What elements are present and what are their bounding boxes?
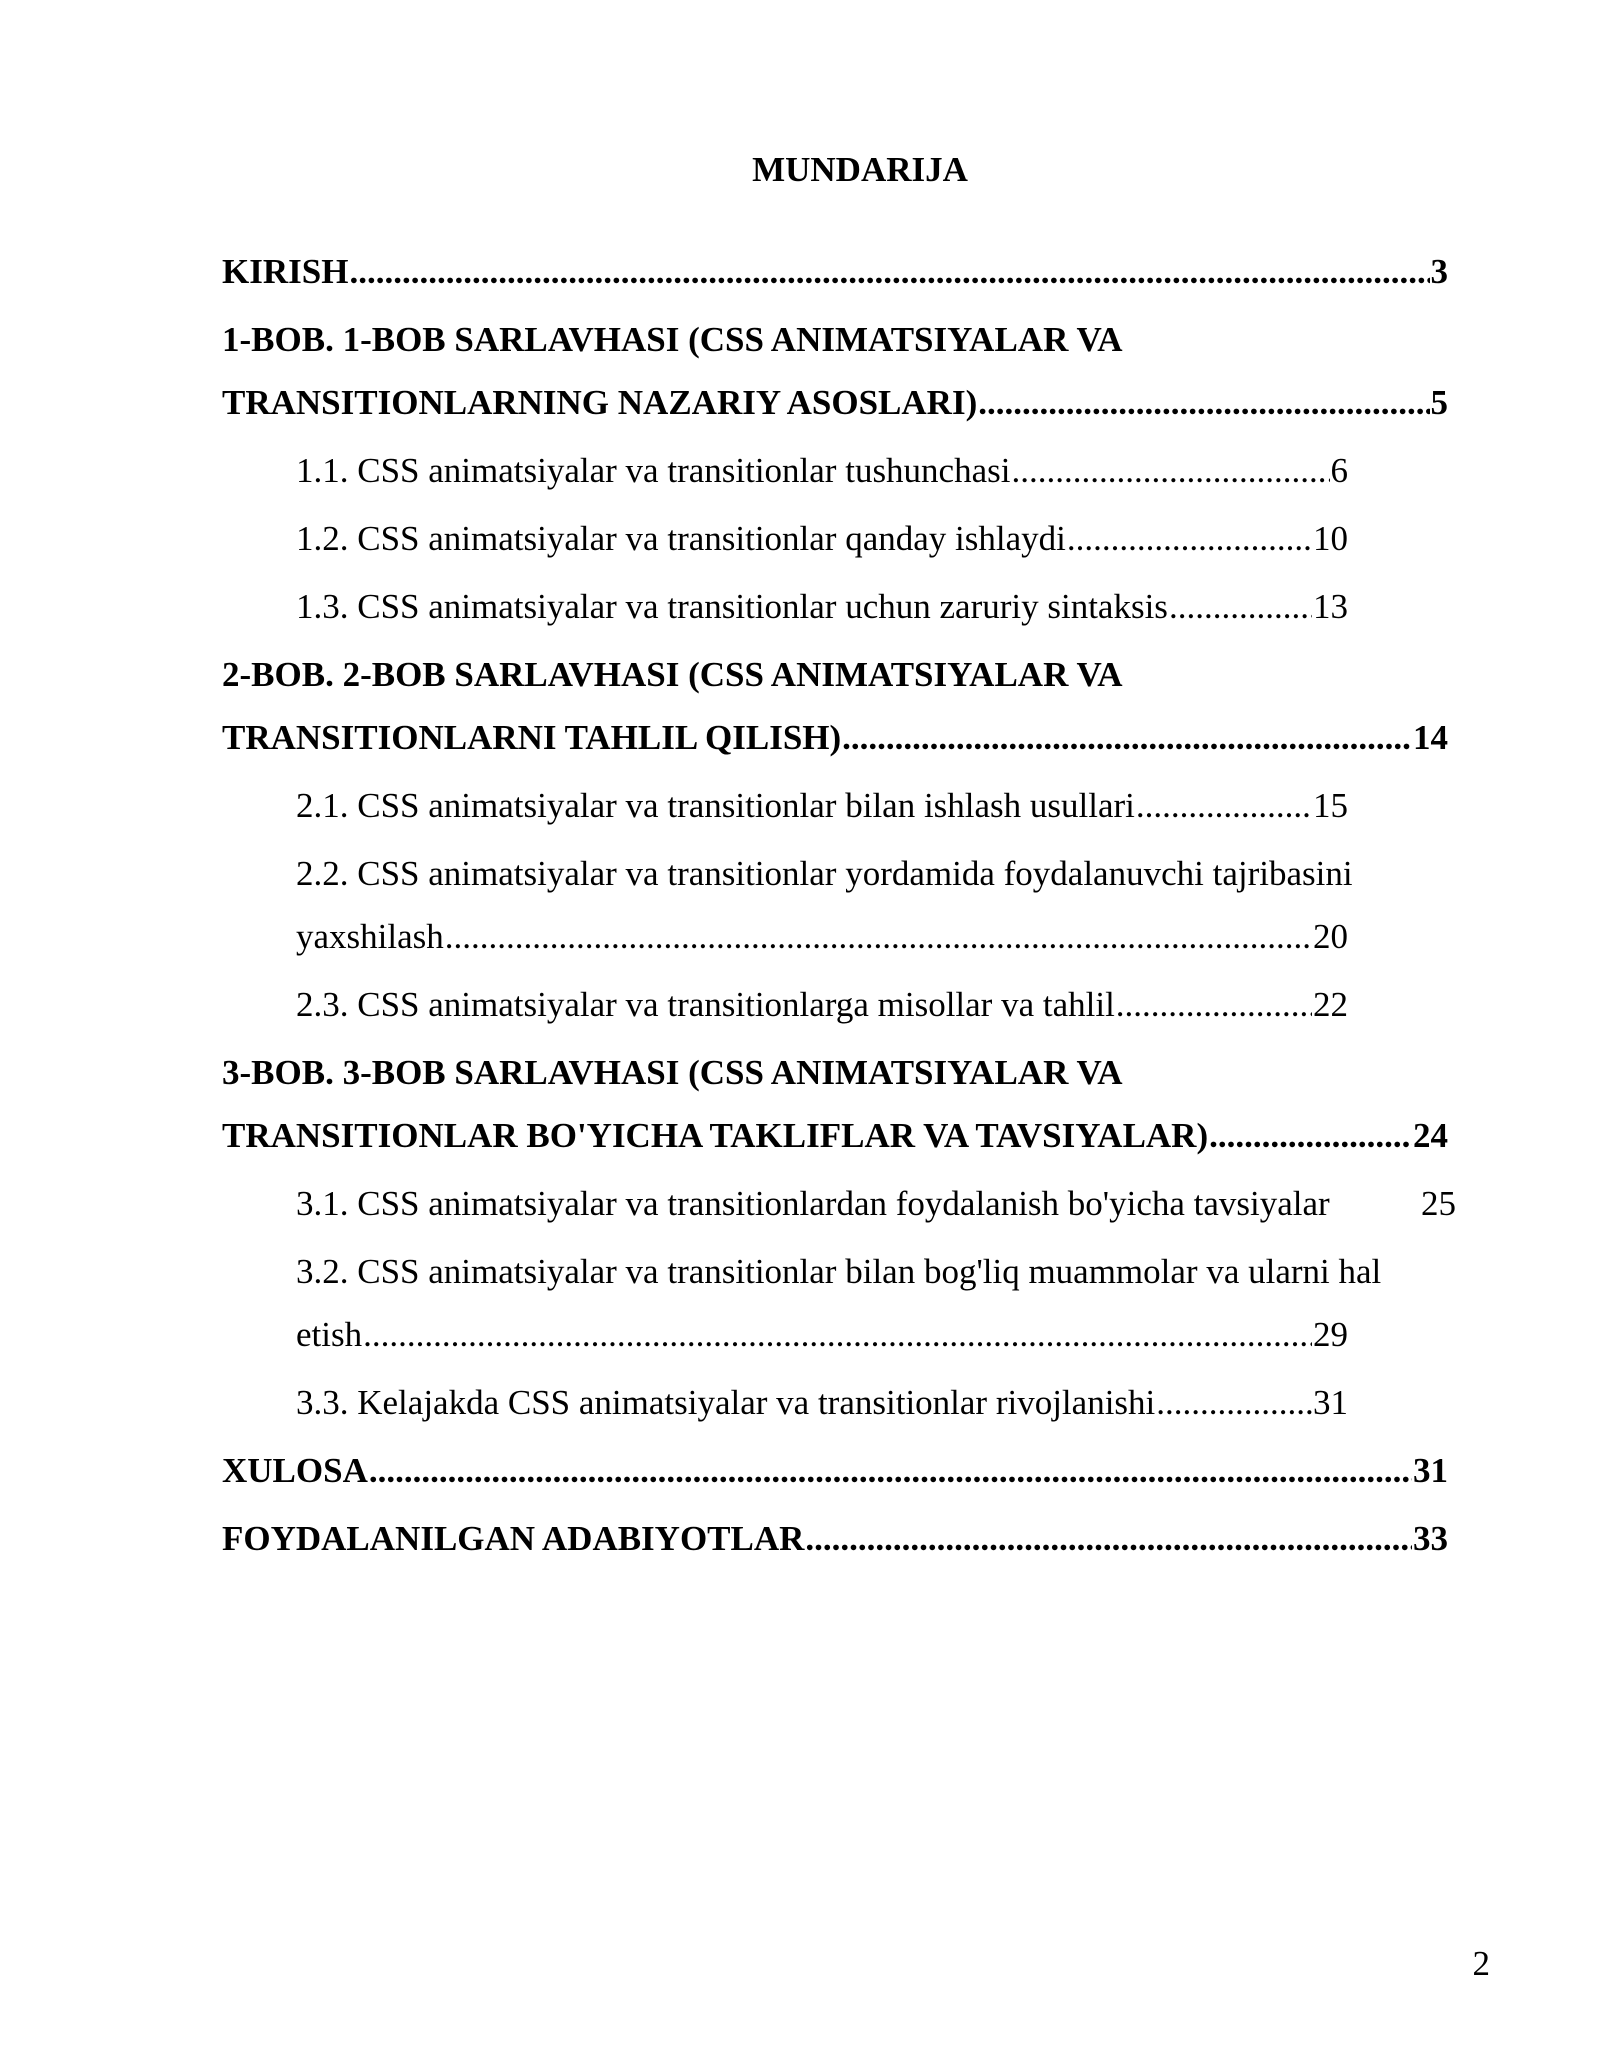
toc-entry-section-3-3[interactable]: [222, 1371, 1348, 1434]
toc-entry-section-3-1[interactable]: [222, 1172, 1456, 1235]
toc-page-number: 10: [1313, 519, 1348, 558]
toc-entry-section-3-2[interactable]: [222, 1240, 1382, 1366]
toc-entry-text: TRANSITIONLARNING NAZARIY ASOSLARI): [222, 383, 978, 422]
toc-page-number: 20: [1313, 917, 1348, 956]
dot-leader: [1169, 575, 1312, 638]
dot-leader: [363, 1303, 1312, 1366]
toc-entry-section-2-3[interactable]: [222, 973, 1348, 1036]
toc-page-number: 24: [1413, 1116, 1448, 1155]
page-number: 2: [1472, 1944, 1490, 1983]
toc-entry-section-2-1[interactable]: [222, 774, 1348, 837]
dot-leader: [1011, 439, 1329, 502]
toc-page-number: 14: [1413, 718, 1448, 757]
toc-entry-text: TRANSITIONLAR BO'YICHA TAKLIFLAR VA TAVSIYALAR): [222, 1116, 1209, 1155]
toc-entry-text-line1: 3-BOB. 3-BOB SARLAVHASI (CSS ANIMATSIYALAR VA: [222, 1053, 1123, 1092]
dot-leader: [445, 905, 1312, 968]
dot-leader: [1116, 973, 1312, 1036]
toc-entry-text: 1.1. CSS animatsiyalar va transitionlar tushunchasi: [296, 451, 1011, 490]
toc-entry-text-line1: 3.2. CSS animatsiyalar va transitionlar bilan bog'liq muammolar va ularni hal: [296, 1252, 1382, 1291]
toc-page-number: 15: [1313, 786, 1348, 825]
toc-entry-text: yaxshilash: [296, 917, 444, 956]
toc-entry-section-1-3[interactable]: [222, 575, 1348, 638]
dot-leader: [978, 371, 1429, 434]
dot-leader: [1136, 774, 1312, 837]
dot-leader: [1067, 507, 1312, 570]
toc-entry-text: TRANSITIONLARNI TAHLIL QILISH): [222, 718, 842, 757]
toc-entry-chapter-2[interactable]: [222, 643, 1448, 769]
table-of-contents: [222, 240, 1456, 1575]
toc-entry-text: 3.1. CSS animatsiyalar va transitionlardan foydalanish bo'yicha tavsiyalar: [296, 1184, 1330, 1223]
dot-leader: [805, 1507, 1412, 1570]
toc-entry-text: 1.2. CSS animatsiyalar va transitionlar qanday ishlaydi: [296, 519, 1066, 558]
toc-entry-text-line1: 2.2. CSS animatsiyalar va transitionlar yordamida foydalanuvchi tajribasini: [296, 854, 1353, 893]
toc-entry-text: KIRISH: [222, 252, 349, 291]
dot-leader: [369, 1439, 1412, 1502]
document-title: MUNDARIJA: [752, 150, 968, 189]
toc-page-number: 33: [1413, 1519, 1448, 1558]
toc-entry-text-line1: 2-BOB. 2-BOB SARLAVHASI (CSS ANIMATSIYALAR VA: [222, 655, 1123, 694]
dot-leader: [842, 706, 1412, 769]
toc-page-number: 6: [1330, 451, 1348, 490]
toc-entry-text: etish: [296, 1315, 363, 1354]
toc-page-number: 31: [1413, 1451, 1448, 1490]
toc-entry-chapter-1[interactable]: [222, 308, 1448, 434]
toc-entry-section-1-2[interactable]: [222, 507, 1348, 570]
toc-entry-references[interactable]: [222, 1507, 1448, 1570]
toc-page-number: 5: [1430, 383, 1448, 422]
toc-page-number: 13: [1313, 587, 1348, 626]
toc-page-number: 31: [1313, 1383, 1348, 1422]
toc-entry-text: XULOSA: [222, 1451, 368, 1490]
toc-entry-section-2-2[interactable]: [222, 842, 1353, 968]
toc-entry-section-1-1[interactable]: [222, 439, 1348, 502]
toc-page-number: 22: [1313, 985, 1348, 1024]
toc-entry-text: 1.3. CSS animatsiyalar va transitionlar uchun zaruriy sintaksis: [296, 587, 1168, 626]
toc-entry-text: FOYDALANILGAN ADABIYOTLAR: [222, 1519, 805, 1558]
toc-page-number: 25: [1421, 1184, 1456, 1223]
toc-entry-text: 2.3. CSS animatsiyalar va transitionlarga misollar va tahlil: [296, 985, 1115, 1024]
dot-leader: [1209, 1104, 1412, 1167]
toc-entry-text: 3.3. Kelajakda CSS animatsiyalar va transitionlar rivojlanishi: [296, 1383, 1156, 1422]
dot-leader: [349, 240, 1429, 303]
toc-entry-text: 2.1. CSS animatsiyalar va transitionlar bilan ishlash usullari: [296, 786, 1135, 825]
toc-entry-xulosa[interactable]: [222, 1439, 1448, 1502]
toc-page-number: 29: [1313, 1315, 1348, 1354]
toc-page-number: 3: [1430, 252, 1448, 291]
toc-entry-text-line1: 1-BOB. 1-BOB SARLAVHASI (CSS ANIMATSIYALAR VA: [222, 320, 1123, 359]
toc-entry-kirish[interactable]: [222, 240, 1448, 303]
toc-entry-chapter-3[interactable]: [222, 1041, 1448, 1167]
dot-leader: [1156, 1371, 1312, 1434]
